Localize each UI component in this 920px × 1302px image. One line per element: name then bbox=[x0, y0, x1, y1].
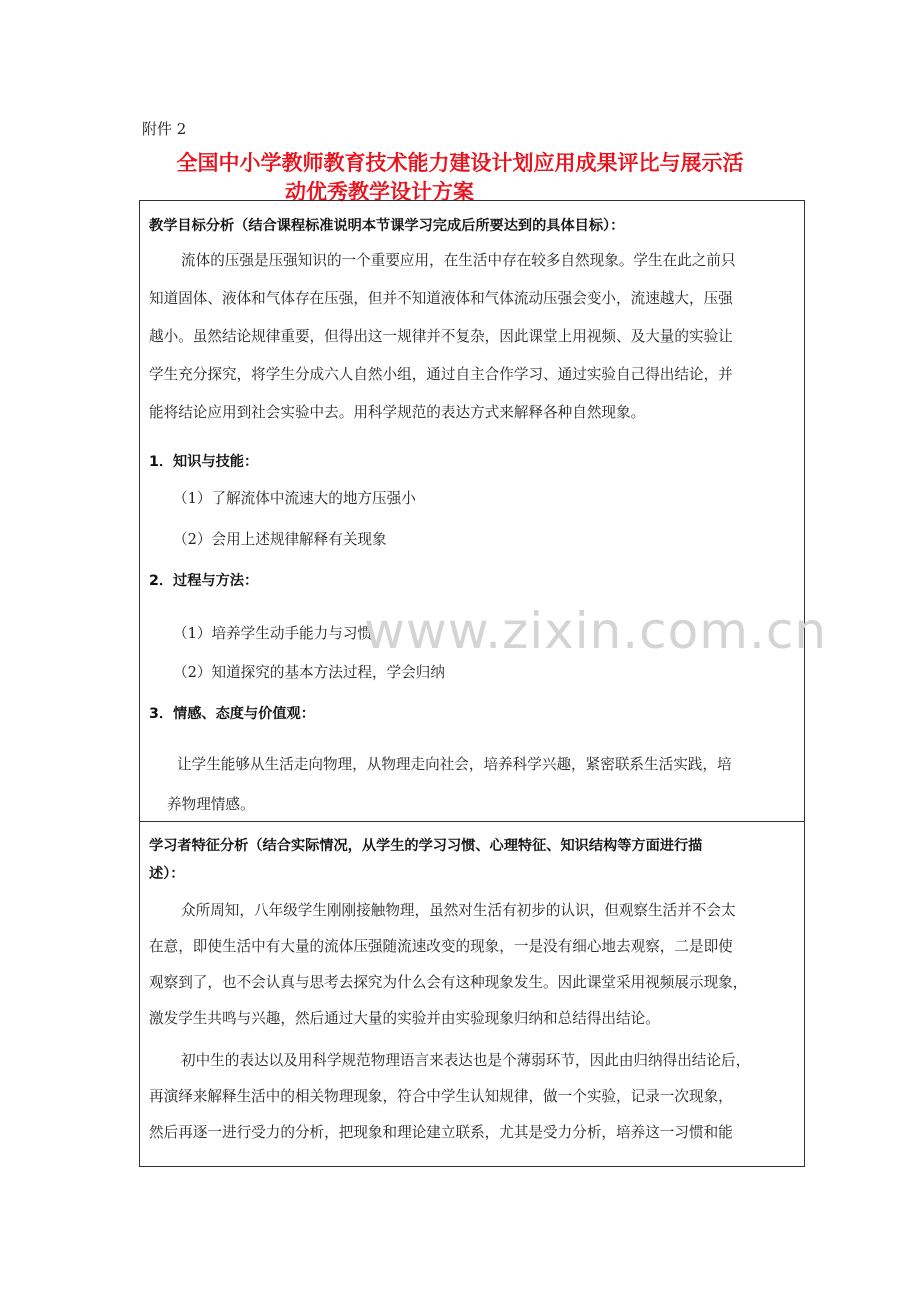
document-title-line-2: 动优秀教学设计方案 bbox=[285, 180, 474, 204]
emotion-line: 养物理情感。 bbox=[167, 796, 255, 813]
goal-intro-line: 知道固体、液体和气体存在压强，但并不知道液体和气体流动压强会变小，流速越大，压强 bbox=[149, 290, 733, 307]
process-method-heading: 2．过程与方法： bbox=[149, 573, 259, 589]
emotion-line: 让学生能够从生活走向物理，从物理走向社会，培养科学兴趣，紧密联系生活实践，培 bbox=[177, 756, 732, 773]
document-title-line-1: 全国中小学教师教育技术能力建设计划应用成果评比与展示活 bbox=[176, 151, 744, 175]
goal-intro-line: 越小。虽然结论规律重要，但得出这一规律并不复杂，因此课堂上用视频、及大量的实验让 bbox=[149, 328, 733, 345]
design-table bbox=[139, 200, 805, 1167]
teaching-goal-section bbox=[140, 201, 804, 822]
learner-para1-line: 观察到了，也不会认真与思考去探究为什么会有这种现象发生。因此课堂采用视频展示现象， bbox=[149, 974, 748, 991]
knowledge-item: （2）会用上述规律解释有关现象 bbox=[173, 531, 387, 548]
attachment-label: 附件 2 bbox=[142, 120, 187, 138]
learner-para2-line: 然后再逐一进行受力的分析，把现象和理论建立联系，尤其是受力分析，培养这一习惯和能 bbox=[149, 1124, 733, 1141]
goal-intro-line: 学生充分探究，将学生分成六人自然小组，通过自主合作学习、通过实验自己得出结论，并 bbox=[149, 366, 733, 383]
learner-para1-line: 众所周知，八年级学生刚刚接触物理，虽然对生活有初步的认识，但观察生活并不会太 bbox=[181, 902, 736, 919]
learner-analysis-heading: 述）： bbox=[149, 866, 185, 882]
goal-intro-line: 能将结论应用到社会实验中去。用科学规范的表达方式来解释各种自然现象。 bbox=[149, 404, 646, 421]
goal-intro-line: 流体的压强是压强知识的一个重要应用，在生活中存在较多自然现象。学生在此之前只 bbox=[181, 252, 736, 269]
watermark: www.zixin.com.cn bbox=[364, 602, 828, 660]
learner-para1-line: 激发学生共鸣与兴趣，然后通过大量的实验并由实验现象归纳和总结得出结论。 bbox=[149, 1010, 660, 1027]
learner-analysis-heading: 学习者特征分析（结合实际情况，从学生的学习习惯、心理特征、知识结构等方面进行描 bbox=[149, 838, 703, 854]
process-item: （2）知道探究的基本方法过程，学会归纳 bbox=[173, 664, 445, 681]
learner-para2-line: 再演绎来解释生活中的相关物理现象，符合中学生认知规律，做一个实验，记录一次现象， bbox=[149, 1088, 733, 1105]
emotion-values-heading: 3．情感、态度与价值观： bbox=[149, 706, 315, 722]
learner-para2-line: 初中生的表达以及用科学规范物理语言来表达也是个薄弱环节，因此由归纳得出结论后， bbox=[181, 1052, 751, 1069]
teaching-goal-heading: 教学目标分析（结合课程标准说明本节课学习完成后所要达到的具体目标）： bbox=[149, 218, 625, 234]
learner-analysis-section bbox=[140, 821, 804, 1166]
knowledge-item: （1）了解流体中流速大的地方压强小 bbox=[173, 490, 416, 507]
process-item: （1）培养学生动手能力与习惯 bbox=[173, 625, 373, 642]
learner-para1-line: 在意，即使生活中有大量的流体压强随流速改变的现象，一是没有细心地去观察，二是即使 bbox=[149, 938, 733, 955]
knowledge-skills-heading: 1．知识与技能： bbox=[149, 454, 259, 470]
